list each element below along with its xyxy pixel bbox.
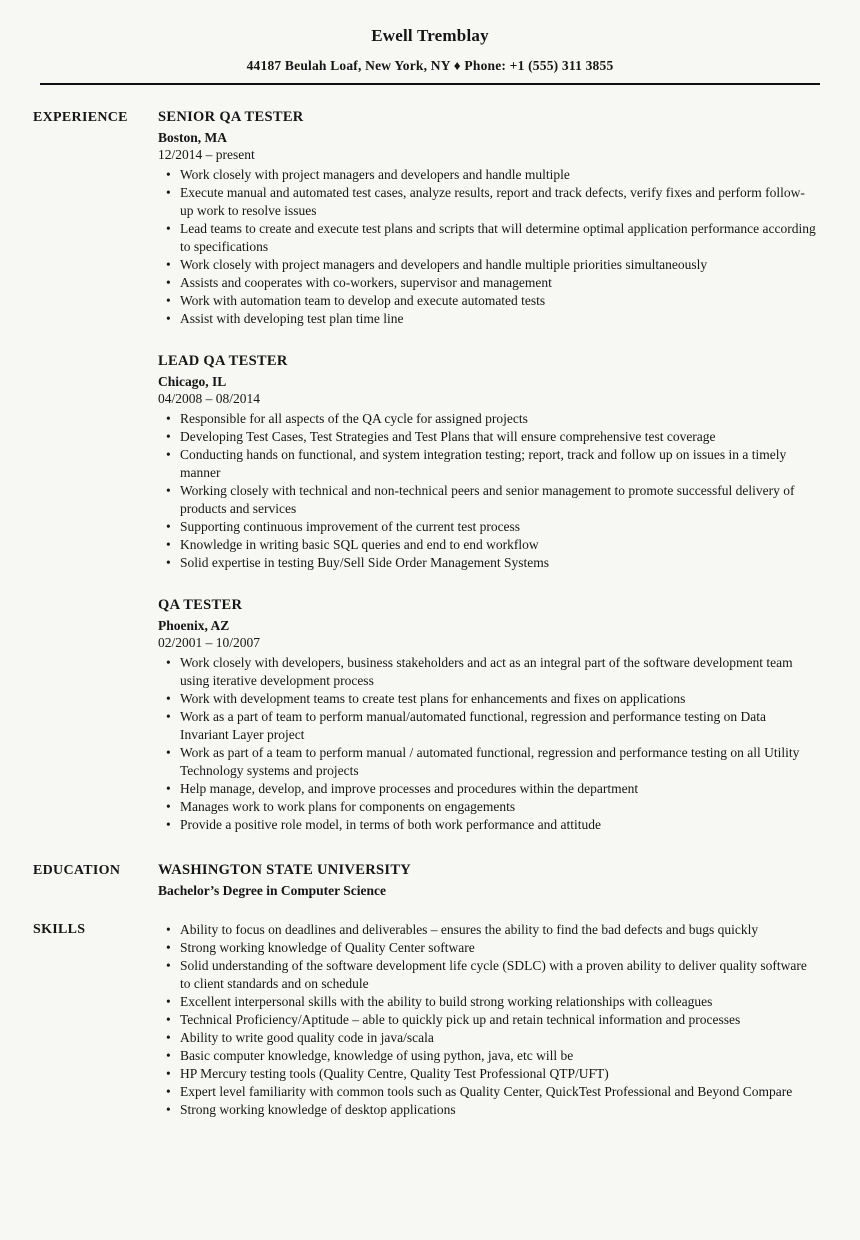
job-location: Phoenix, AZ — [158, 618, 230, 633]
skills-label: SKILLS — [33, 922, 86, 937]
bullet-item: • Work with automation team to develop and execute automated tests — [158, 292, 818, 310]
bullet-item: • Lead teams to create and execute test plans and scripts that will determine optimal application performance according to specifications — [158, 220, 818, 256]
job-title: SENIOR QA TESTER — [158, 109, 304, 125]
candidate-name: Ewell Tremblay — [371, 26, 489, 45]
bullet-item: • Solid understanding of the software development life cycle (SDLC) with a proven ability to deliver quality software to client standards and on schedule — [158, 957, 818, 993]
bullet-item: • Excellent interpersonal skills with the ability to build strong working relationships with colleagues — [158, 993, 818, 1011]
section-education — [33, 862, 818, 899]
bullet-item: • HP Mercury testing tools (Quality Centre, Quality Test Professional QTP/UFT) — [158, 1065, 818, 1083]
section-skills — [33, 921, 818, 1119]
bullet-item: • Developing Test Cases, Test Strategies and Test Plans that will ensure comprehensive test coverage — [158, 428, 818, 446]
bullet-item: • Supporting continuous improvement of the current test process — [158, 518, 818, 536]
job-dates: 04/2008 – 08/2014 — [158, 391, 261, 406]
degree-name: Bachelor’s Degree in Computer Science — [158, 883, 386, 898]
bullet-item: • Expert level familiarity with common tools such as Quality Center, QuickTest Professional and Beyond Compare — [158, 1083, 818, 1101]
job-entry-senior-qa-tester — [158, 109, 818, 328]
bullet-item: • Execute manual and automated test cases, analyze results, report and track defects, verify fixes and perform follow-up work to resolve issues — [158, 184, 818, 220]
job-bullet-list — [158, 166, 818, 328]
job-entry-qa-tester — [158, 597, 818, 834]
job-title: LEAD QA TESTER — [158, 353, 288, 369]
job-title: QA TESTER — [158, 597, 243, 613]
school-name: WASHINGTON STATE UNIVERSITY — [158, 862, 412, 878]
bullet-item: • Work as part of a team to perform manual / automated functional, regression and performance testing on all Utility Technology systems and projects — [158, 744, 818, 780]
job-bullet-list — [158, 410, 818, 572]
bullet-item: • Knowledge in writing basic SQL queries and end to end workflow — [158, 536, 818, 554]
education-body — [158, 862, 818, 899]
bullet-item: • Working closely with technical and non-technical peers and senior management to promote successful delivery of products and services — [158, 482, 818, 518]
resume-body — [0, 85, 860, 1119]
experience-body — [158, 109, 818, 834]
bullet-item: • Work with development teams to create test plans for enhancements and fixes on applications — [158, 690, 818, 708]
experience-label: EXPERIENCE — [33, 110, 128, 125]
skills-bullet-list — [158, 921, 818, 1119]
bullet-item: • Conducting hands on functional, and system integration testing; report, track and follow up on issues in a timely manner — [158, 446, 818, 482]
bullet-item: • Work as a part of team to perform manual/automated functional, regression and performance testing on Data Invariant Layer project — [158, 708, 818, 744]
bullet-item: • Work closely with project managers and developers and handle multiple — [158, 166, 818, 184]
resume-header — [0, 0, 860, 85]
bullet-item: • Solid expertise in testing Buy/Sell Side Order Management Systems — [158, 554, 818, 572]
job-bullet-list — [158, 654, 818, 834]
bullet-item: • Manages work to work plans for components on engagements — [158, 798, 818, 816]
job-dates: 12/2014 – present — [158, 147, 255, 162]
section-experience — [33, 109, 818, 834]
bullet-item: • Help manage, develop, and improve processes and procedures within the department — [158, 780, 818, 798]
job-entry-lead-qa-tester — [158, 353, 818, 572]
bullet-item: • Assist with developing test plan time line — [158, 310, 818, 328]
job-location: Boston, MA — [158, 130, 228, 145]
bullet-item: • Work closely with project managers and developers and handle multiple priorities simultaneously — [158, 256, 818, 274]
bullet-item: • Basic computer knowledge, knowledge of using python, java, etc will be — [158, 1047, 818, 1065]
bullet-item: • Ability to write good quality code in java/scala — [158, 1029, 818, 1047]
bullet-item: • Ability to focus on deadlines and deliverables – ensures the ability to find the bad defects and bugs quickly — [158, 921, 818, 939]
bullet-item: • Work closely with developers, business stakeholders and act as an integral part of the software development team using iterative development process — [158, 654, 818, 690]
job-dates: 02/2001 – 10/2007 — [158, 635, 261, 650]
bullet-item: • Responsible for all aspects of the QA cycle for assigned projects — [158, 410, 818, 428]
bullet-item: • Provide a positive role model, in terms of both work performance and attitude — [158, 816, 818, 834]
skills-body — [158, 921, 818, 1119]
bullet-item: • Strong working knowledge of Quality Center software — [158, 939, 818, 957]
bullet-item: • Technical Proficiency/Aptitude – able to quickly pick up and retain technical information and processes — [158, 1011, 818, 1029]
job-location: Chicago, IL — [158, 374, 227, 389]
education-label: EDUCATION — [33, 863, 121, 878]
bullet-item: • Strong working knowledge of desktop applications — [158, 1101, 818, 1119]
contact-line: 44187 Beulah Loaf, New York, NY ♦ Phone: +1 (555) 311 3855 — [246, 58, 614, 73]
bullet-item: • Assists and cooperates with co-workers, supervisor and management — [158, 274, 818, 292]
